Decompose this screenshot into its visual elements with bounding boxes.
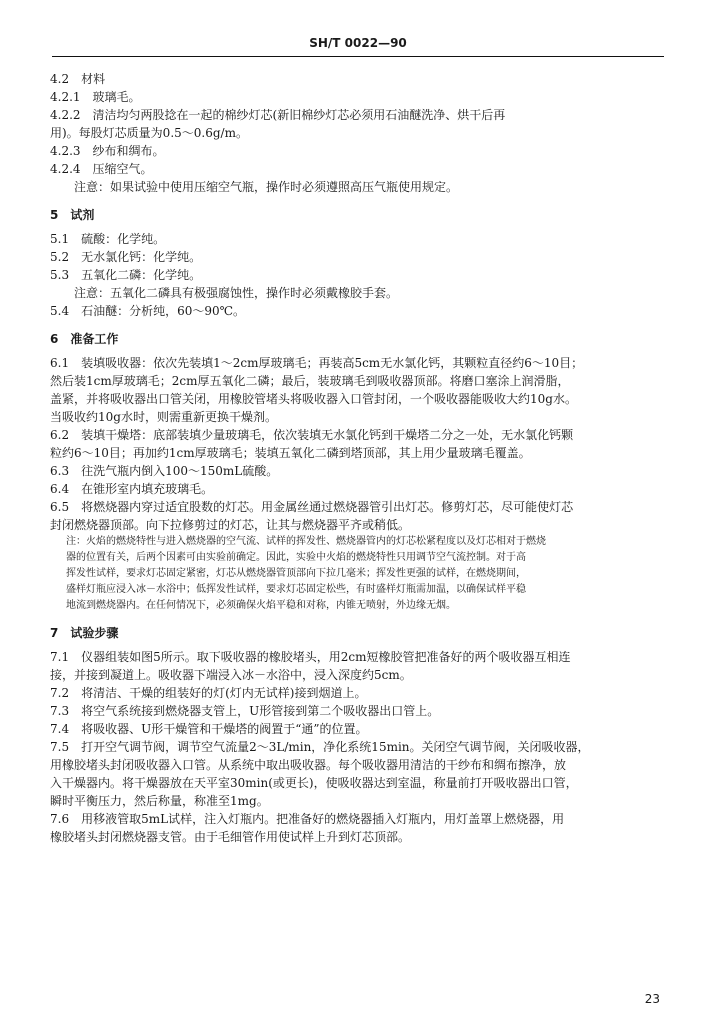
- note-6-5-line-3: 挥发性试样，要求灯芯固定紧密，灯芯从燃烧器管顶部向下拉几毫米；挥发性更强的试样，在燃烧期间，: [66, 568, 526, 579]
- section-7-3: 7.3 将空气系统接到燃烧器支管上，U形管接到第二个吸收器出口管上。: [50, 704, 440, 718]
- note-6-5-line-5: 地流到燃烧器内。在任何情况下，必须确保火焰平稳和对称，内锥无喷射，外边缘无烟。: [66, 600, 456, 611]
- section-6-5-line-2: 封闭燃烧器顶部。向下拉修剪过的灯芯，让其与燃烧器平齐或稍低。: [50, 518, 411, 532]
- heading-section-7: 7 试验步骤: [50, 626, 119, 640]
- section-4-2-2-line-1: 4.2.2 清洁均匀两股捻在一起的棉纱灯芯(新旧棉纱灯芯必须用石油醚洗净、烘干后再: [50, 108, 506, 122]
- page-header: [52, 36, 664, 56]
- section-6-1-line-4: 当吸收约10g水时，则需重新更换干燥剂。: [50, 410, 277, 424]
- section-5-1: 5.1 硫酸：化学纯。: [50, 232, 166, 246]
- document-body: [50, 70, 665, 846]
- section-4-2-2-line-2: 用)。每股灯芯质量为0.5～0.6g/m。: [50, 126, 248, 140]
- section-5-2: 5.2 无水氯化钙：化学纯。: [50, 250, 202, 264]
- note-6-5-line-4: 盛样灯瓶应浸入冰－水浴中；低挥发性试样，要求灯芯固定松些，有时盛样灯瓶需加温，以确保试样平稳: [66, 584, 526, 595]
- section-7-1-line-1: 7.1 仪器组装如图5所示。取下吸收器的橡胶堵头，用2cm短橡胶管把准备好的两个吸收器互相连: [50, 650, 571, 664]
- heading-section-6: 6 准备工作: [50, 332, 119, 346]
- standard-code: SH/T 0022—90: [309, 36, 407, 50]
- section-4-2-3: 4.2.3 纱布和绸布。: [50, 144, 165, 158]
- section-4-2-4: 4.2.4 压缩空气。: [50, 162, 153, 176]
- section-7-4: 7.4 将吸收器、U形干燥管和干燥塔的阀置于“通”的位置。: [50, 722, 368, 736]
- section-7-5-line-2: 用橡胶堵头封闭吸收器入口管。从系统中取出吸收器。每个吸收器用清洁的干纱布和绸布擦净，放: [50, 758, 567, 772]
- note-5-3: 注意：五氧化二磷具有极强腐蚀性，操作时必须戴橡胶手套。: [74, 286, 399, 300]
- section-6-5-line-1: 6.5 将燃烧器内穿过适宜股数的灯芯。用金属丝通过燃烧器管引出灯芯。修剪灯芯，尽可能使灯芯: [50, 500, 574, 514]
- page-number: 23: [644, 992, 660, 1006]
- section-6-1-line-1: 6.1 装填吸收器：依次先装填1～2cm厚玻璃毛；再装高5cm无水氯化钙，其颗粒直径约6～10目；: [50, 356, 584, 370]
- section-7-6-line-1: 7.6 用移液管取5mL试样，注入灯瓶内。把准备好的燃烧器插入灯瓶内，用灯盖罩上燃烧器，用: [50, 812, 565, 826]
- header-rule: [52, 56, 664, 57]
- section-6-2-line-1: 6.2 装填干燥塔：底部装填少量玻璃毛，依次装填无水氯化钙到干燥塔二分之一处，无水氯化钙颗: [50, 428, 574, 442]
- note-6-5-line-1: 注：火焰的燃烧特性与进入燃烧器的空气流、试样的挥发性、燃烧器管内的灯芯松紧程度以及灯芯相对于燃烧: [66, 536, 546, 547]
- section-6-4: 6.4 在锥形室内填充玻璃毛。: [50, 482, 214, 496]
- section-4-2: 4.2 材料: [50, 72, 106, 86]
- section-7-5-line-4: 瞬时平衡压力，然后称量，称准至1mg。: [50, 794, 269, 808]
- section-4-2-1: 4.2.1 玻璃毛。: [50, 90, 141, 104]
- section-7-1-line-2: 接，并接到凝道上。吸收器下端浸入冰－水浴中，浸入深度约5cm。: [50, 668, 412, 682]
- section-5-3: 5.3 五氧化二磷：化学纯。: [50, 268, 202, 282]
- section-6-1-line-3: 盖紧，并将吸收器出口管关闭，用橡胶管堵头将吸收器入口管封闭，一个吸收器能吸收大约10g水。: [50, 392, 577, 406]
- section-7-2: 7.2 将清洁、干燥的组装好的灯(灯内无试样)接到烟道上。: [50, 686, 367, 700]
- note-4-2-4: 注意：如果试验中使用压缩空气瓶，操作时必须遵照高压气瓶使用规定。: [74, 180, 459, 194]
- section-6-1-line-2: 然后装1cm厚玻璃毛；2cm厚五氧化二磷；最后，装玻璃毛到吸收器顶部。将磨口塞涂上润滑脂，: [50, 374, 570, 388]
- section-7-6-line-2: 橡胶堵头封闭燃烧器支管。由于毛细管作用使试样上升到灯芯顶部。: [50, 830, 411, 844]
- section-7-5-line-1: 7.5 打开空气调节阀，调节空气流量2～3L/min，净化系统15min。关闭空气调节阀，关闭吸收器，: [50, 740, 590, 754]
- heading-section-5: 5 试剂: [50, 208, 95, 222]
- section-7-5-line-3: 入干燥器内。将干燥器放在天平室30min(或更长)，使吸收器达到室温，称量前打开吸收器出口管，: [50, 776, 578, 790]
- note-6-5-line-2: 器的位置有关，后两个因素可由实验前确定。因此，实验中火焰的燃烧特性只用调节空气流控制。对于高: [66, 552, 526, 563]
- section-6-2-line-2: 粒约6～10目；再加约1cm厚玻璃毛；装填五氧化二磷到塔顶部，其上用少量玻璃毛覆盖。: [50, 446, 531, 460]
- section-6-3: 6.3 往洗气瓶内倒入100～150mL硫酸。: [50, 464, 279, 478]
- section-5-4: 5.4 石油醚：分析纯，60～90℃。: [50, 304, 246, 318]
